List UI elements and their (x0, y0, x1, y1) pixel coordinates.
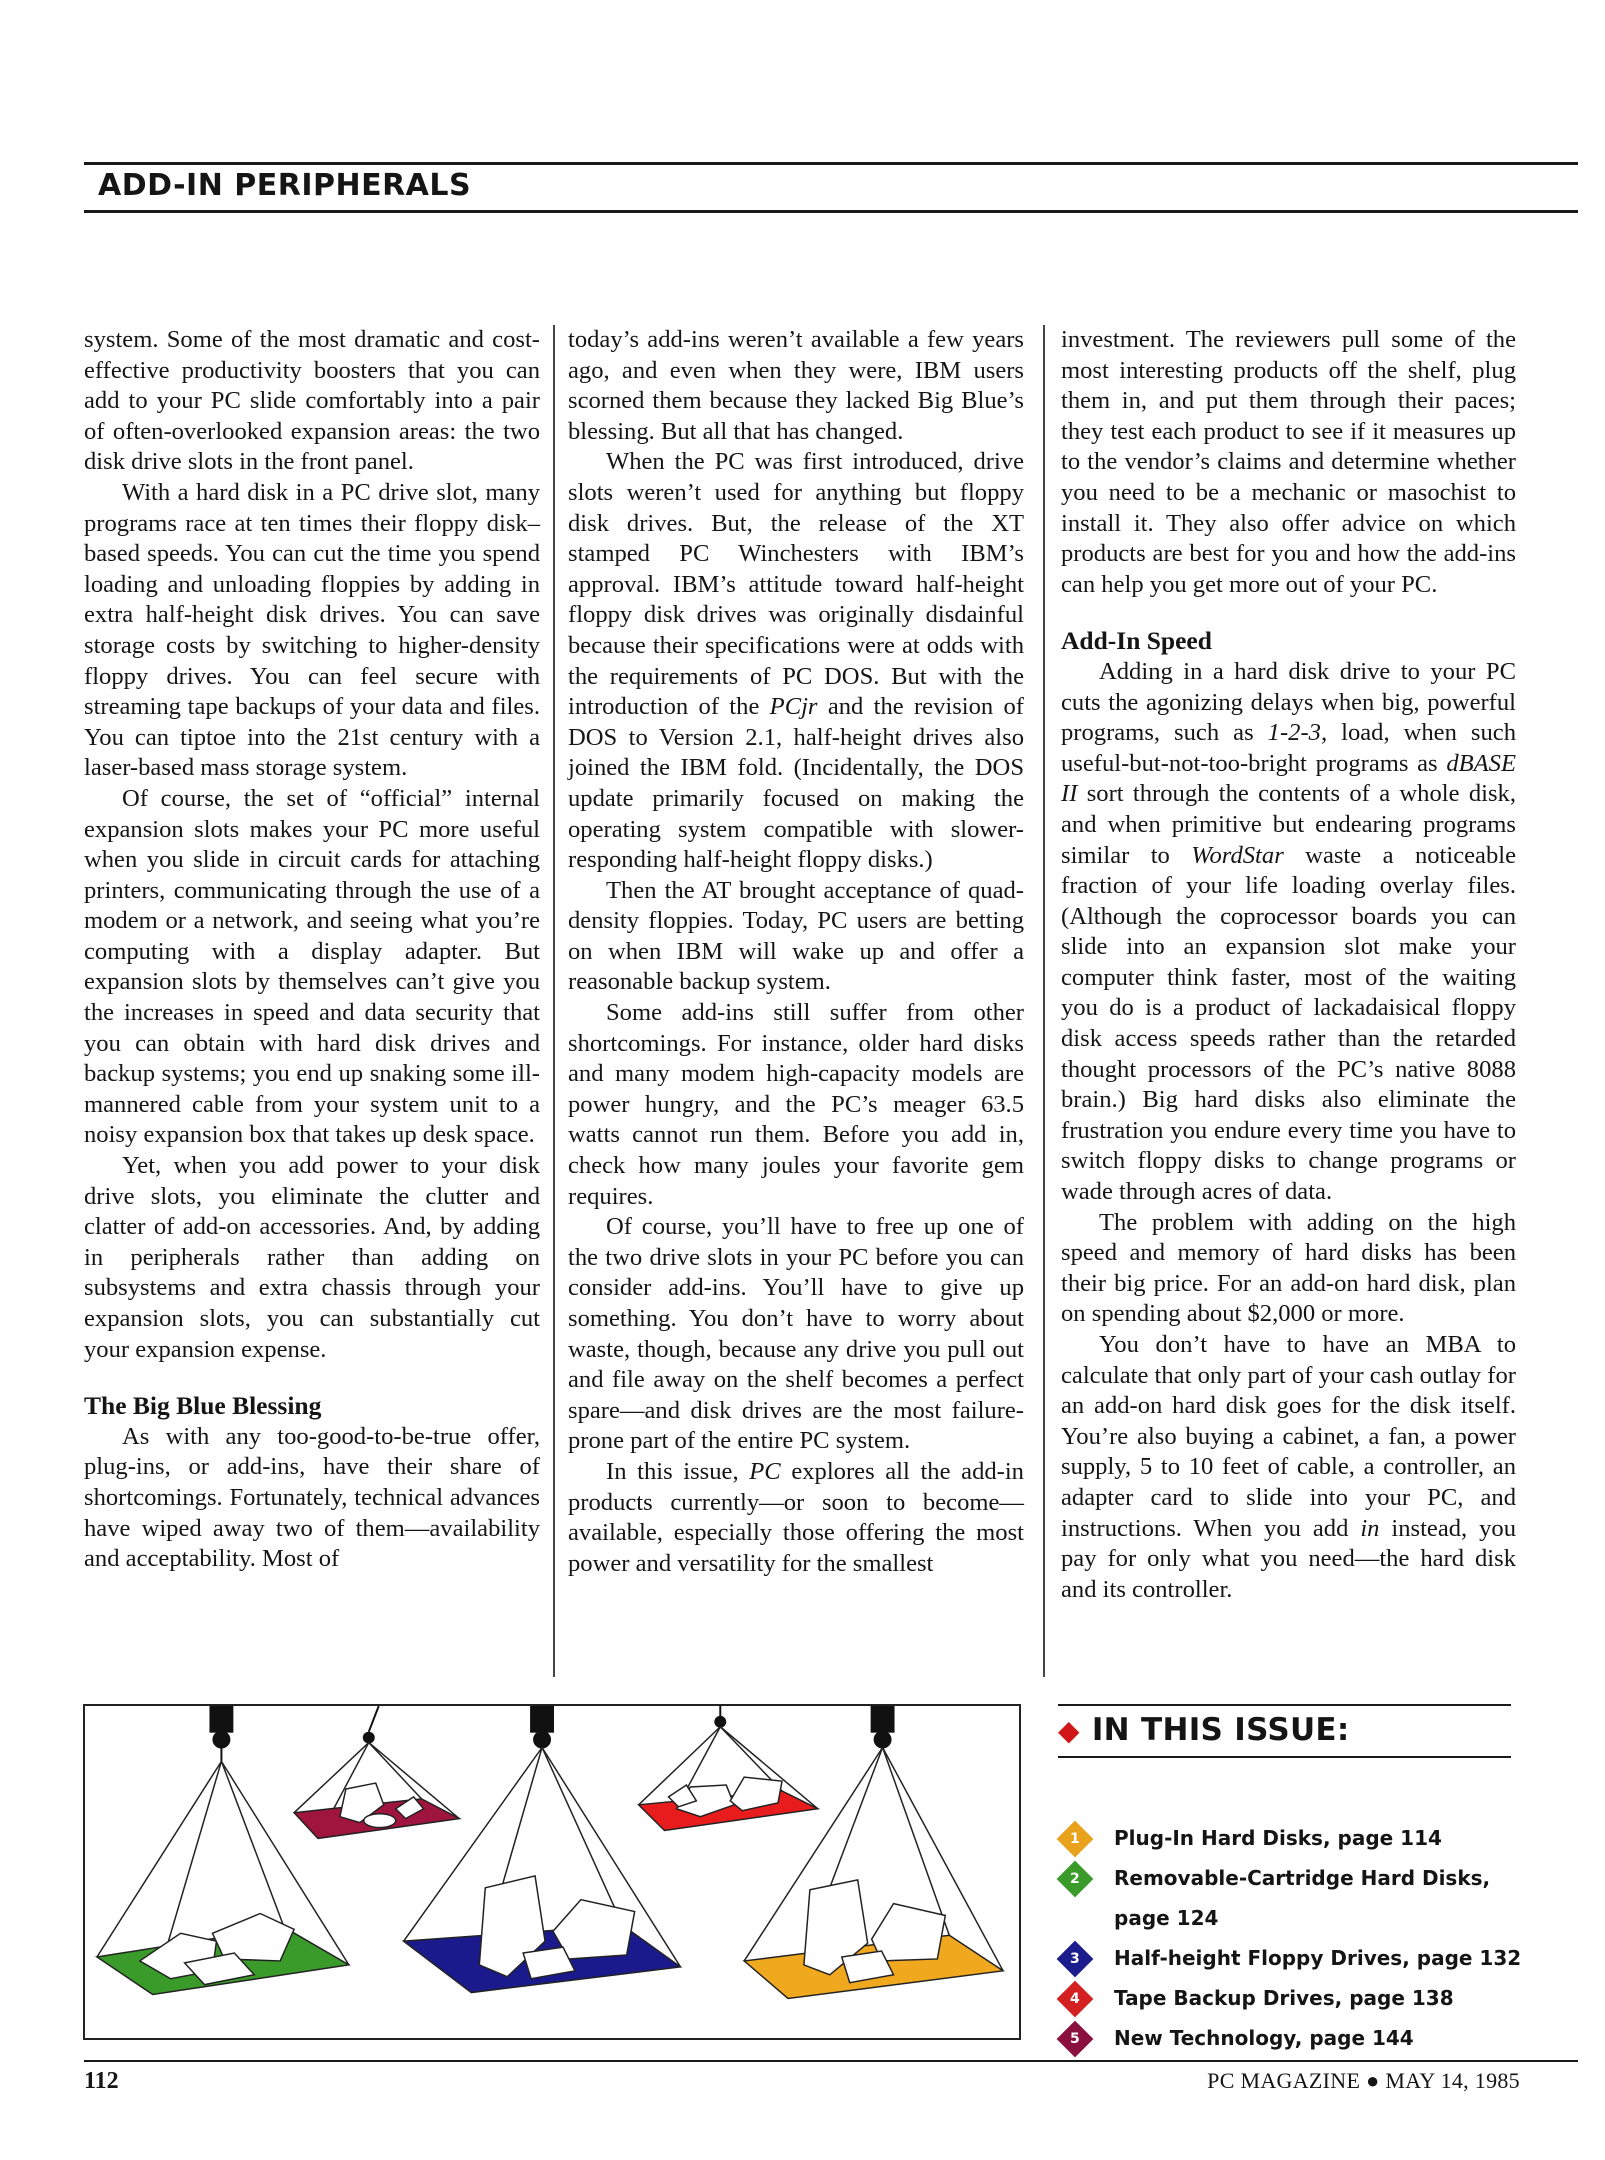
subheading-add-in-speed: Add-In Speed (1061, 626, 1212, 656)
article-column-3 (1061, 325, 1516, 1605)
paragraph: As with any too-good-to-be-true offer, plug-ins, or add-ins, have their share of shortcomings. Fortunately, technical advances have wiped away two of them—availability and acceptability. Most of (84, 1422, 540, 1573)
paragraph: Some add-ins still suffer from other shortcomings. For instance, older hard disks and many modem high-capacity models are power hungry, and the PC’s meager 63.5 watts cannot run them. Before you add in, check how many joules your favorite gem requires. (568, 999, 1024, 1210)
paragraph: Of course, you’ll have to free up one of the two drive slots in your PC before you can consider add-ins. You’ll have to give up something. You don’t have to worry about waste, though, because any drive you pull out and file away on the shelf becomes a perfect spare—and disk drives are the most failure-prone part of the entire PC system. (568, 1213, 1024, 1455)
crane-illustration (85, 1706, 1019, 2038)
paragraph: You don’t have to have an MBA to calculate that only part of your cash outlay for an add-on hard disk goes for the disk itself. You’re also buying a cabinet, a fan, a power supply, 5 to 10 feet of cable, a controller, an adapter card to slide into your PC, and instructions. When you add in instead, you pay for only what you need—the hard disk and its controller. (1061, 1331, 1517, 1603)
section-title: ADD-IN PERIPHERALS (98, 168, 472, 203)
number-badge-icon: 5 (1057, 2021, 1094, 2058)
sidebar-rule-bottom (1058, 1756, 1511, 1758)
magazine-date: PC MAGAZINE ● MAY 14, 1985 (1207, 2068, 1520, 2093)
header-rule-top (84, 162, 1578, 165)
issue-item[interactable]: 5 New Technology, page 144 (1058, 2018, 1528, 2058)
number-badge-icon: 1 (1057, 1821, 1094, 1858)
page-number: 112 (84, 2068, 119, 2094)
article-column-1 (84, 325, 540, 1575)
paragraph: Then the AT brought acceptance of quad-density floppies. Today, PC users are betting on when IBM will wake up and offer a reasonable backup system. (568, 876, 1024, 996)
number-badge-icon: 4 (1057, 1981, 1094, 2018)
paragraph: When the PC was first introduced, drive slots weren’t used for anything but floppy disk drives. But, the release of the XT stamped PC Winchesters with IBM’s approval. IBM’s attitude toward half-height floppy disk drives was originally disdainful because their specifications were at odds with the requirements of PC DOS. But with the introduction of the PCjr and the revision of DOS to Version 2.1, half-height drives also joined the IBM fold. (Incidentally, the DOS update primarily focused on making the operating system compatible with slower-responding half-height floppy disks.) (568, 448, 1025, 874)
paragraph: Yet, when you add power to your disk drive slots, you eliminate the clutter and clatter of add-on accessories. And, by adding in peripherals rather than adding on subsystems and extra chassis through your expansion slots, you can substantially cut your expansion expense. (84, 1152, 540, 1363)
issue-item[interactable]: 2 Removable-Cartridge Hard Disks, page 124 (1058, 1858, 1528, 1938)
footer-rule (84, 2060, 1578, 2062)
number-badge-icon: 2 (1057, 1861, 1094, 1898)
in-this-issue-title: ◆ IN THIS ISSUE: (1058, 1712, 1350, 1748)
issue-item[interactable]: 3 Half-height Floppy Drives, page 132 (1058, 1938, 1528, 1978)
illustration-crane-disk-drives (83, 1704, 1021, 2040)
column-divider (553, 325, 555, 1677)
issue-item[interactable]: 4 Tape Backup Drives, page 138 (1058, 1978, 1528, 2018)
article-column-2 (568, 325, 1024, 1579)
diamond-icon: ◆ (1058, 1713, 1080, 1747)
issue-item[interactable]: 1 Plug-In Hard Disks, page 114 (1058, 1818, 1528, 1858)
paragraph: system. Some of the most dramatic and cost-effective productivity boosters that you can add to your PC slide comfortably into a pair of often-overlooked expansion areas: the two disk drive slots in the front panel. (84, 326, 540, 476)
header-rule-bottom (84, 210, 1578, 213)
paragraph: today’s add-ins weren’t available a few years ago, and even when they were, IBM users scorned them because they lacked Big Blue’s blessing. But all that has changed. (568, 326, 1024, 445)
subheading-big-blue-blessing: The Big Blue Blessing (84, 1391, 322, 1421)
sidebar-rule-top (1058, 1704, 1511, 1706)
paragraph: In this issue, PC explores all the add-in products currently—or soon to become—available, especially those offering the most power and versatility for the smallest (568, 1457, 1024, 1577)
in-this-issue-list (1058, 1818, 1528, 2058)
paragraph: investment. The reviewers pull some of the most interesting products off the shelf, plug them in, and put them through their paces; they test each product to see if it measures up to the vendor’s claims and determine whether you need to be a mechanic or masochist to install it. They also offer advice on which products are best for you and how the add-ins can help you get more out of your PC. (1061, 326, 1516, 598)
paragraph: Of course, the set of “official” internal expansion slots makes your PC more useful when you slide in circuit cards for attaching printers, communicating through the use of a modem or a network, and seeing what you’re computing with a display adapter. But expansion slots by themselves can’t give you the increases in speed and data security that you can obtain with hard disk drives and backup systems; you end up snaking some ill-mannered cable from your system unit to a noisy expansion box that takes up desk space. (84, 784, 540, 1149)
paragraph: The problem with adding on the high speed and memory of hard disks has been their big price. For an add-on hard disk, plan on spending about $2,000 or more. (1061, 1208, 1516, 1328)
column-divider (1043, 325, 1045, 1677)
paragraph: Adding in a hard disk drive to your PC cuts the agonizing delays when big, powerful programs, such as 1-2-3, load, when such useful-but-not-too-bright programs as dBASE II sort through the contents of a whole disk, and when primitive but endearing programs similar to WordStar waste a noticeable fraction of your life loading overlay files. (Although the coprocessor boards you can slide into an expansion slot make your computer think faster, most of the waiting you do is a product of lackadaisical floppy disk access speeds rather than the retarded thought processors of the PC’s native 8088 brain.) Big hard disks also eliminate the frustration you endure every time you have to switch floppy disks to change programs or wade through acres of data. (1061, 657, 1516, 1206)
paragraph: With a hard disk in a PC drive slot, many programs race at ten times their floppy disk–based speeds. You can cut the time you spend loading and unloading floppies by adding in extra half-height disk drives. You can save storage costs by switching to higher-density floppy drives. You can feel secure with streaming tape backups of your data and files. You can tiptoe into the 21st century with a laser-based mass storage system. (84, 478, 540, 782)
number-badge-icon: 3 (1057, 1941, 1094, 1978)
